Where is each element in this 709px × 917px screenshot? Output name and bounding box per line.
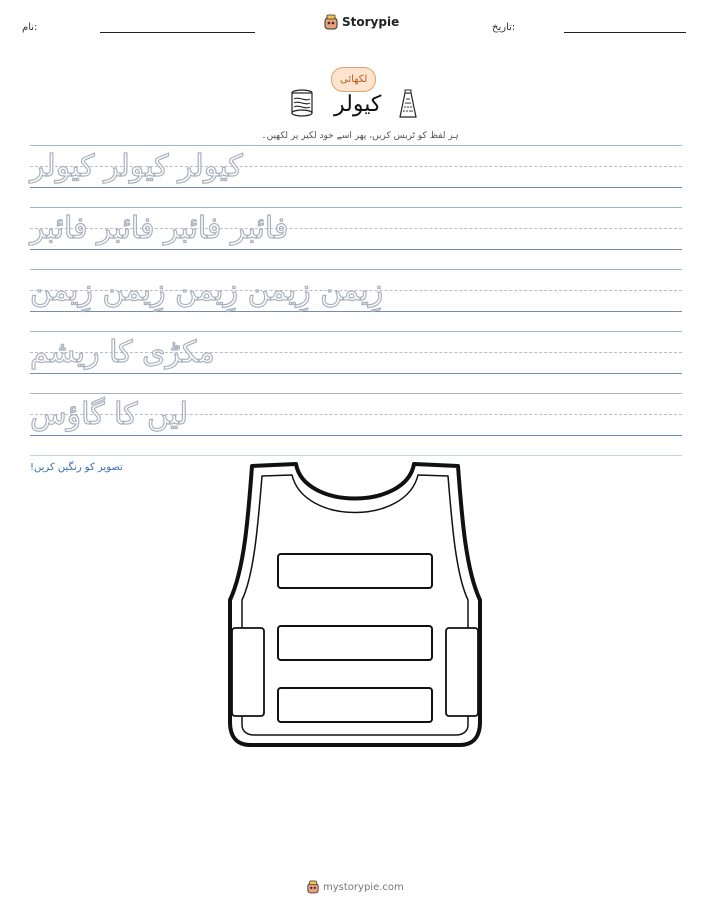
row-base-line (30, 373, 682, 374)
row-top-line (30, 393, 682, 394)
practice-row[interactable] (30, 393, 682, 455)
title-word: کیولر (334, 92, 382, 117)
row-bottom-line (30, 455, 682, 456)
instruction-text: ہر لفظ کو ٹریس کریں، پھر اسے خود لکیر پر لکھیں۔ (261, 131, 459, 141)
trace-text: کیولر کیولر کیولر (30, 149, 243, 184)
row-base-line (30, 311, 682, 312)
color-instruction: تصویر کو رنگین کریں! (30, 462, 123, 473)
name-field[interactable] (100, 32, 255, 33)
trace-text: مکڑی کا ریشم (30, 335, 215, 370)
name-label: نام: (22, 22, 38, 33)
thread-spool-icon (290, 89, 314, 121)
row-top-line (30, 145, 682, 146)
footer (307, 880, 404, 894)
row-base-line (30, 435, 682, 436)
trace-text: فائبر فائبر فائبر فائبر (30, 211, 289, 246)
practice-row[interactable] (30, 331, 682, 393)
date-label: تاریخ: (492, 22, 516, 33)
storypie-logo-icon (307, 880, 319, 894)
practice-row[interactable] (30, 207, 682, 269)
brand (324, 14, 399, 30)
row-top-line (30, 331, 682, 332)
trace-text: لیں کا گاؤس (30, 397, 189, 432)
vest-illustration[interactable] (222, 460, 488, 754)
practice-row[interactable] (30, 269, 682, 331)
row-base-line (30, 249, 682, 250)
row-top-line (30, 207, 682, 208)
trace-text: زِیمن زِیمن زِیمن زِیمن زِیمن (30, 273, 384, 308)
storypie-logo-icon (324, 14, 338, 30)
row-top-line (30, 269, 682, 270)
row-base-line (30, 187, 682, 188)
date-field[interactable] (564, 32, 686, 33)
category-badge: لکھائی (331, 67, 376, 92)
practice-row[interactable] (30, 145, 682, 207)
footer-url[interactable]: mystorypie.com (323, 881, 404, 893)
brand-name: Storypie (342, 15, 400, 29)
cheese-grater-icon (398, 89, 418, 123)
